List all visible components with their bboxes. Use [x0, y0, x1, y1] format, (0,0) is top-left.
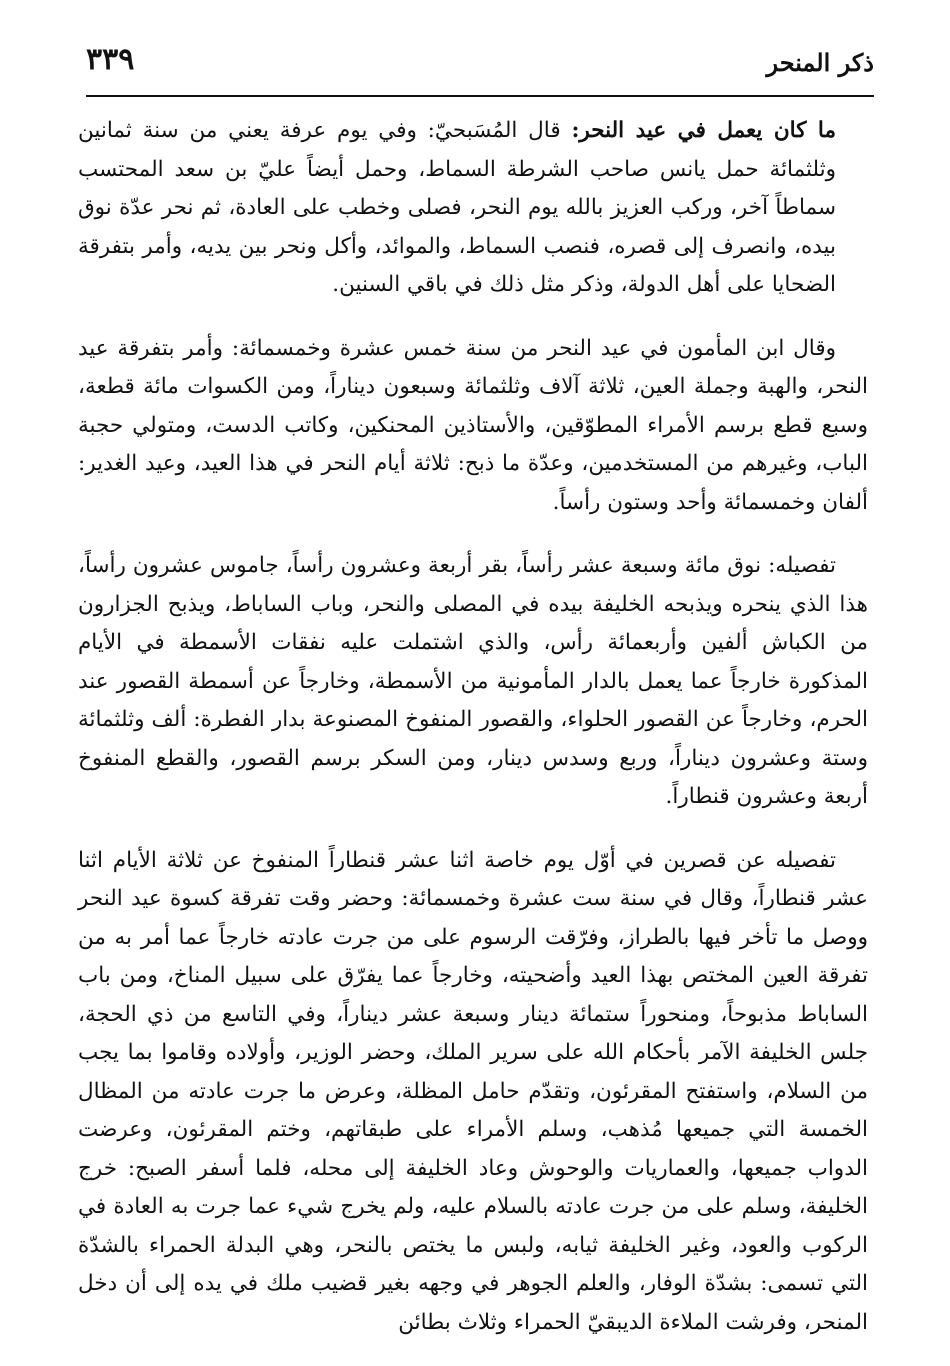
page-body	[78, 112, 868, 1342]
header-divider	[86, 95, 874, 97]
paragraph-text: قال المُسَبحيّ: وفي يوم عرفة يعني من سنة ثمانين وثلثمائة حمل يانس صاحب الشرطة السماط، وحمل أيضاً عليّ بن سعد المحتسب سماطاً آخر، وركب العزيز بالله يوم النحر، فصلى وخطب على العادة، ثم نحر عدّة نوق بيده، وانصرف إلى قصره، فنصب السماط، والموائد، وأكل ونحر بين يديه، وأمر بتفرقة الضحايا على أهل الدولة، وذكر مثل ذلك في باقي السنين.	[78, 118, 836, 297]
paragraph-text: وقال ابن المأمون في عيد النحر من سنة خمس عشرة وخمسمائة: وأمر بتفرقة عيد النحر، والهبة وجملة العين، ثلاثة آلاف وثلثمائة وسبعون ديناراً، ومن الكسوات مائة قطعة، وسبع قطع برسم الأمراء المطوّقين، والأستاذين المحنكين، وكاتب الدست، ومتولي حجبة الباب، وغيرهم من المستخدمين، وعدّة ما ذبح: ثلاثة أيام النحر في هذا العيد، وعيد الغدير: ألفان وخمسمائة وأحد وستون رأساً.	[78, 335, 868, 515]
page-number: ٣٣٩	[86, 42, 135, 77]
running-header	[86, 40, 874, 86]
chapter-title: ذكر المنحر	[766, 48, 874, 77]
paragraph	[78, 112, 868, 305]
paragraph-text: تفصيله: نوق مائة وسبعة عشر رأساً، بقر أربعة وعشرون رأساً، جاموس عشرون رأساً، هذا الذي ينحره ويذبحه الخليفة بيده في المصلى والنحر، وباب الساباط، ويذبح الجزارون من الكباش ألفين وأربعمائة رأس، والذي اشتملت عليه نفقات الأسمطة في الأيام المذكورة خارجاً عما يعمل بالدار المأمونية من الأسمطة، وخارجاً عن أسمطة القصور عند الحرم، وخارجاً عن القصور الحلواء، والقصور المنفوخ المصنوعة بدار الفطرة: ألف وثلثمائة وستة وعشرون ديناراً، وربع وسدس دينار، ومن السكر برسم القصور، والقطع المنفوخ أربعة وعشرون قنطاراً.	[78, 553, 868, 809]
paragraph	[78, 842, 868, 1343]
paragraph	[78, 547, 868, 817]
paragraph-text: تفصيله عن قصرين في أوّل يوم خاصة اثنا عشر قنطاراً المنفوخ عن ثلاثة الأيام اثنا عشر قنطاراً، وقال في سنة ست عشرة وخمسمائة: وحضر وقت تفرقة كسوة عيد النحر ووصل ما تأخر فيها بالطراز، وفرّقت الرسوم على من جرت عادته خارجاً عما أمر به من تفرقة العين المختص بهذا العيد وأضحيته، وخارجاً عما يفرّق على سبيل المناخ، ومن باب الساباط مذبوحاً، ومنحوراً ستمائة دينار وسبعة عشر ديناراً، وفي التاسع من ذي الحجة، جلس الخليفة الآمر بأحكام الله على سرير الملك، وحضر الوزير، وأولاده وقاموا بما يجب من السلام، واستفتح المقرئون، وتقدّم حامل المظلة، وعرض ما جرت عادته من المظال الخمسة التي جميعها مُذهب، وسلم الأمراء على طبقاتهم، وختم المقرئون، وعرضت الدواب جميعها، والعماريات والوحوش وعاد الخليفة إلى محله، فلما أسفر الصبح: خرج الخليفة، وسلم على من جرت عادته بالسلام عليه، ولم يخرج شيء عما جرت به العادة في الركوب والعود، وغير الخليفة ثيابه، ولبس ما يختص بالنحر، وهي البدلة الحمراء بالشدّة التي تسمى: بشدّة الوفار، والعلم الجوهر في وجهه بغير قضيب ملك في يده إلى أن دخل المنحر، وفرشت الملاءة الديبقيّ الحمراء وثلاث بطائن	[78, 847, 868, 1335]
section-heading: ما كان يعمل في عيد النحر:	[571, 118, 836, 143]
paragraph	[78, 330, 868, 523]
